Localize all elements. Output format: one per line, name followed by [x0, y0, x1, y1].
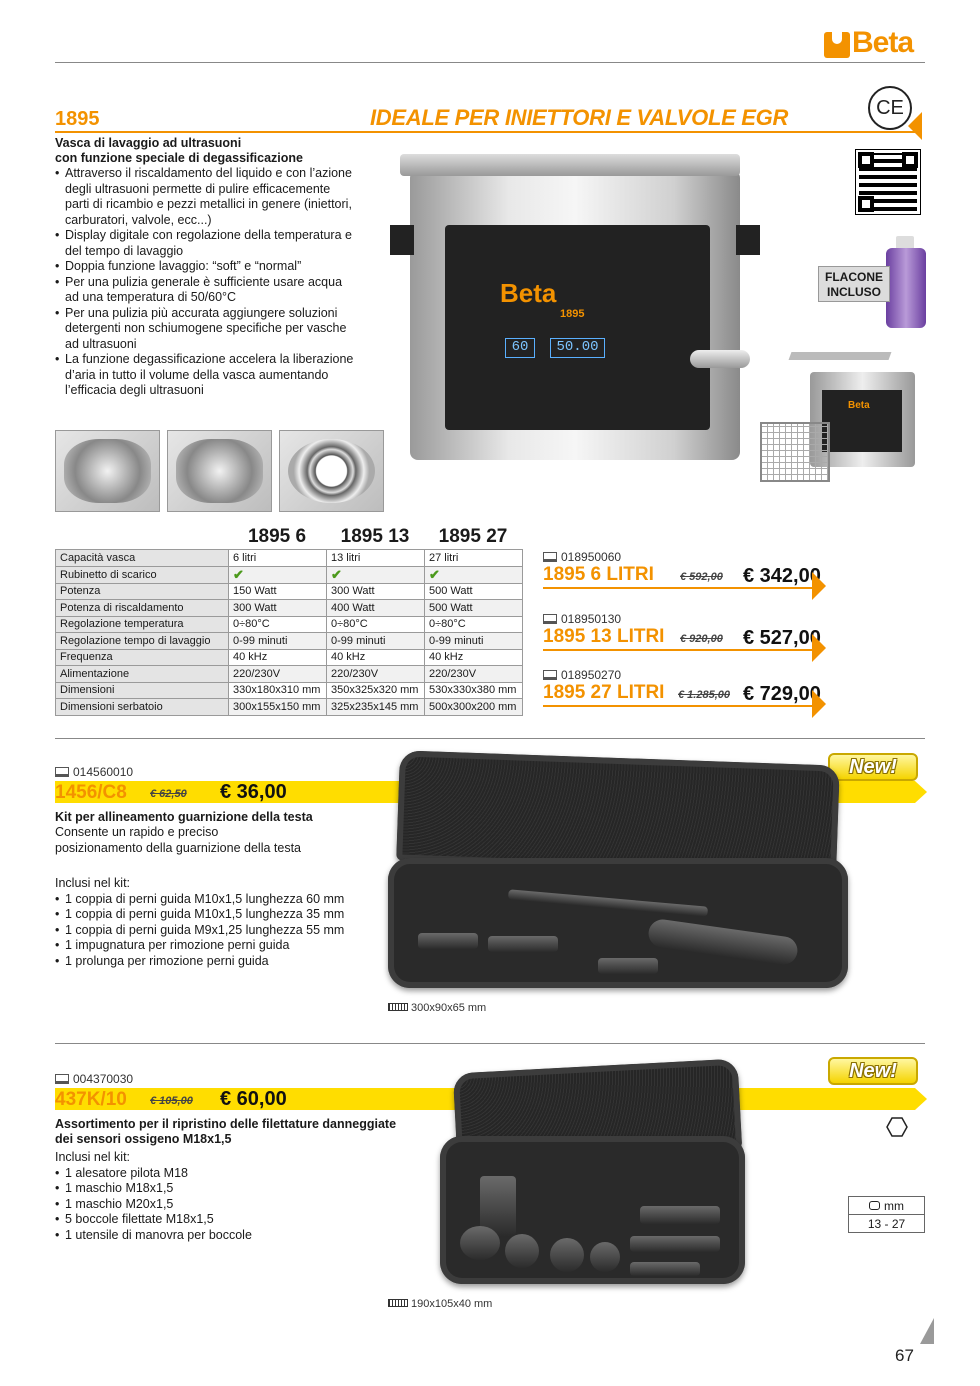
dimensions-row	[388, 1298, 492, 1310]
price-rule	[543, 649, 813, 651]
spec-label: Potenza di riscaldamento	[56, 600, 229, 617]
price-band-tip-icon	[915, 781, 927, 803]
new-price: € 729,00	[743, 683, 821, 705]
product-description	[55, 136, 375, 399]
barcode-icon	[543, 614, 557, 624]
spec-value: 220/230V	[425, 666, 523, 683]
price-arrow-icon	[812, 634, 826, 662]
spec-value: 300 Watt	[327, 583, 425, 600]
spec-column-header: 1895 27	[438, 526, 508, 547]
spec-table-header	[228, 526, 522, 548]
spec-value: 500 Watt	[425, 600, 523, 617]
feature-item: • La funzione degassificazione accelera la liberazione d’aria in tutto il volume della vasca aumentando l’efficacia degli ultrasuoni	[55, 352, 355, 399]
alignment-kit-image	[388, 758, 858, 994]
section-divider	[55, 1043, 925, 1044]
kit-item: • 5 boccole filettate M18x1,5	[55, 1212, 415, 1228]
spec-value: 0-99 minuti	[229, 633, 327, 650]
device-display-time: 60	[505, 338, 535, 358]
beta-logo-icon	[824, 32, 850, 58]
article-code: 014560010	[73, 765, 134, 779]
price-name: 1895 13 LITRI	[543, 626, 665, 647]
small-tank-brand: Beta	[848, 400, 870, 411]
kit-title-line1: Assortimento per il ripristino delle filettature danneggiate	[55, 1117, 397, 1131]
kit-description	[55, 1117, 415, 1243]
spec-label: Frequenza	[56, 649, 229, 666]
basket-icon	[760, 422, 830, 482]
page-corner-icon	[920, 1318, 934, 1344]
hex-size-table	[848, 1196, 925, 1233]
spec-label: Rubinetto di scarico	[56, 566, 229, 583]
barcode-icon	[543, 552, 557, 562]
kit-item: • 1 impugnatura per rimozione perni guida	[55, 938, 385, 954]
price-name: 1895 27 LITRI	[543, 682, 665, 703]
kit-title: Kit per allineamento guarnizione della testa	[55, 810, 313, 824]
dimension-icon	[388, 1003, 408, 1011]
article-code: 004370030	[73, 1072, 134, 1086]
price-rule	[543, 587, 813, 589]
spec-row	[56, 682, 523, 699]
section-divider	[55, 738, 925, 739]
spec-row	[56, 633, 523, 650]
product-title-line2: con funzione speciale di degassificazione	[55, 151, 303, 165]
detergent-bottle-image	[886, 236, 926, 328]
spec-label: Regolazione tempo di lavaggio	[56, 633, 229, 650]
new-price: € 60,00	[220, 1088, 287, 1110]
price-arrow-icon	[812, 690, 826, 718]
kit-item-list	[55, 892, 385, 970]
spec-value: 0÷80°C	[229, 616, 327, 633]
kit-intro: Inclusi nel kit:	[55, 1150, 131, 1164]
spec-value: ✔	[327, 566, 425, 583]
spec-column-header: 1895 6	[247, 526, 307, 547]
spec-value: 0-99 minuti	[425, 633, 523, 650]
kit-description	[55, 810, 385, 969]
dimensions-row	[388, 1002, 486, 1014]
product-code-437: 437K/10	[55, 1089, 127, 1110]
spec-label: Capacità vasca	[56, 550, 229, 567]
spec-value: 330x180x310 mm	[229, 682, 327, 699]
feature-item: • Display digitale con regolazione della temperatura e del tempo di lavaggio	[55, 228, 355, 259]
price-rule	[543, 705, 813, 707]
flacone-label-line2: INCLUSO	[827, 285, 881, 299]
barcode-icon	[543, 670, 557, 680]
old-price: € 592,00	[680, 571, 723, 583]
spec-column-header: 1895 13	[340, 526, 410, 547]
price-name: 1895 6 LITRI	[543, 564, 654, 585]
spec-row	[56, 649, 523, 666]
old-price: € 920,00	[680, 633, 723, 645]
kit-desc-line2: posizionamento della guarnizione della testa	[55, 840, 301, 855]
spec-row	[56, 583, 523, 600]
spec-value: ✔	[425, 566, 523, 583]
flacone-incluso-label	[818, 266, 890, 302]
spec-label: Regolazione temperatura	[56, 616, 229, 633]
kit-desc-line1: Consente un rapido e preciso	[55, 825, 219, 839]
new-badge: New!	[828, 1057, 918, 1085]
product-code-1456: 1456/C8	[55, 782, 127, 803]
thread-repair-kit-image	[440, 1066, 750, 1288]
spec-value: 0÷80°C	[327, 616, 425, 633]
barcode-icon	[55, 767, 69, 777]
kit-item: • 1 coppia di perni guida M10x1,5 lunghezza 60 mm	[55, 892, 385, 908]
spec-row	[56, 600, 523, 617]
price-arrow-icon	[812, 572, 826, 600]
spec-value: 220/230V	[229, 666, 327, 683]
spec-value: 350x325x320 mm	[327, 682, 425, 699]
product-headline: IDEALE PER INIETTORI E VALVOLE EGR	[370, 105, 789, 130]
new-price: € 527,00	[743, 627, 821, 649]
spec-table	[55, 549, 523, 716]
spec-value: ✔	[229, 566, 327, 583]
dimensions-text: 300x90x65 mm	[411, 1002, 487, 1014]
ultrasonic-tank-image	[390, 150, 770, 470]
spec-value: 27 litri	[425, 550, 523, 567]
spec-row	[56, 550, 523, 567]
article-code: 018950130	[561, 612, 622, 626]
spec-label: Alimentazione	[56, 666, 229, 683]
hex-unit: mm	[884, 1198, 904, 1213]
price-block-13	[543, 612, 843, 649]
price-block-6	[543, 550, 843, 587]
product-code-1895: 1895	[55, 108, 100, 130]
spec-label: Dimensioni	[56, 682, 229, 699]
kit-item: • 1 maschio M20x1,5	[55, 1197, 415, 1213]
spec-row	[56, 699, 523, 716]
hex-value: 13 - 27	[849, 1215, 925, 1233]
feature-item: • Per una pulizia più accurata aggiungere soluzioni detergenti non schiumogene specifiche per vasche ad ultrasuoni	[55, 306, 355, 353]
flacone-label-line1: FLACONE	[825, 270, 883, 284]
kit-item: • 1 coppia di perni guida M10x1,5 lunghezza 35 mm	[55, 907, 385, 923]
spec-value: 530x330x380 mm	[425, 682, 523, 699]
spec-value: 300x155x150 mm	[229, 699, 327, 716]
kit-item-list	[55, 1166, 415, 1244]
spec-value: 325x235x145 mm	[327, 699, 425, 716]
kit-item: • 1 alesatore pilota M18	[55, 1166, 415, 1182]
spec-value: 40 kHz	[327, 649, 425, 666]
device-display-temp: 50.00	[550, 338, 605, 358]
new-badge: New!	[828, 753, 918, 781]
bearing-thumbnail	[279, 430, 384, 512]
hexagon-icon	[869, 1201, 880, 1210]
spec-label: Dimensioni serbatoio	[56, 699, 229, 716]
hexagon-icon	[886, 1117, 908, 1137]
device-model-text: 1895	[560, 308, 585, 320]
kit-title-line2: dei sensori ossigeno M18x1,5	[55, 1132, 232, 1146]
price-band-tip-icon	[915, 1088, 927, 1110]
kit-item: • 1 prolunga per rimozione perni guida	[55, 954, 385, 970]
injector-thumbnail-2	[167, 430, 272, 512]
old-price: € 1.285,00	[678, 689, 730, 701]
article-code-row	[55, 765, 133, 779]
headline-rule	[55, 131, 915, 133]
spec-row	[56, 666, 523, 683]
spec-value: 40 kHz	[229, 649, 327, 666]
qr-code[interactable]	[856, 150, 920, 214]
drain-tap-icon	[690, 350, 750, 368]
barcode-icon	[55, 1074, 69, 1084]
feature-item: • Attraverso il riscaldamento del liquido e con l’azione degli ultrasuoni permette di pulire efficacemente parti di ricambio e pezzi metallici in genere (iniettori, carburatori, valvole, ecc...)	[55, 166, 355, 228]
old-price: € 62,50	[150, 788, 187, 800]
kit-item: • 1 utensile di manovra per boccole	[55, 1228, 415, 1244]
feature-list	[55, 166, 355, 399]
old-price: € 105,00	[150, 1095, 193, 1107]
tank-with-basket-image	[760, 352, 920, 492]
injector-thumbnail-1	[55, 430, 160, 512]
new-price: € 36,00	[220, 781, 287, 803]
price-block-27	[543, 668, 843, 705]
spec-value: 220/230V	[327, 666, 425, 683]
beta-logo	[824, 26, 928, 60]
article-code-row	[55, 1072, 133, 1086]
spec-value: 13 litri	[327, 550, 425, 567]
page-number: 67	[895, 1346, 914, 1365]
kit-item: • 1 maschio M18x1,5	[55, 1181, 415, 1197]
ce-mark-icon: CE	[868, 86, 912, 130]
spec-value: 300 Watt	[229, 600, 327, 617]
spec-value: 150 Watt	[229, 583, 327, 600]
dimension-icon	[388, 1299, 408, 1307]
kit-item: • 1 coppia di perni guida M9x1,25 lunghezza 55 mm	[55, 923, 385, 939]
spec-value: 400 Watt	[327, 600, 425, 617]
spec-row	[56, 616, 523, 633]
feature-item: • Doppia funzione lavaggio: “soft” e “normal”	[55, 259, 355, 275]
device-brand-text: Beta	[500, 278, 557, 308]
header-divider	[55, 62, 925, 63]
spec-label: Potenza	[56, 583, 229, 600]
spec-row	[56, 566, 523, 583]
article-code: 018950270	[561, 668, 622, 682]
spec-value: 500x300x200 mm	[425, 699, 523, 716]
feature-item: • Per una pulizia generale è sufficiente usare acqua ad una temperatura di 50/60°C	[55, 275, 355, 306]
beta-logo-text: Beta	[852, 26, 914, 59]
new-price: € 342,00	[743, 565, 821, 587]
article-code: 018950060	[561, 550, 622, 564]
spec-value: 6 litri	[229, 550, 327, 567]
product-title-line1: Vasca di lavaggio ad ultrasuoni	[55, 136, 242, 150]
dimensions-text: 190x105x40 mm	[411, 1298, 493, 1310]
spec-value: 0÷80°C	[425, 616, 523, 633]
spec-value: 500 Watt	[425, 583, 523, 600]
spec-value: 40 kHz	[425, 649, 523, 666]
spec-value: 0-99 minuti	[327, 633, 425, 650]
kit-intro: Inclusi nel kit:	[55, 876, 131, 890]
